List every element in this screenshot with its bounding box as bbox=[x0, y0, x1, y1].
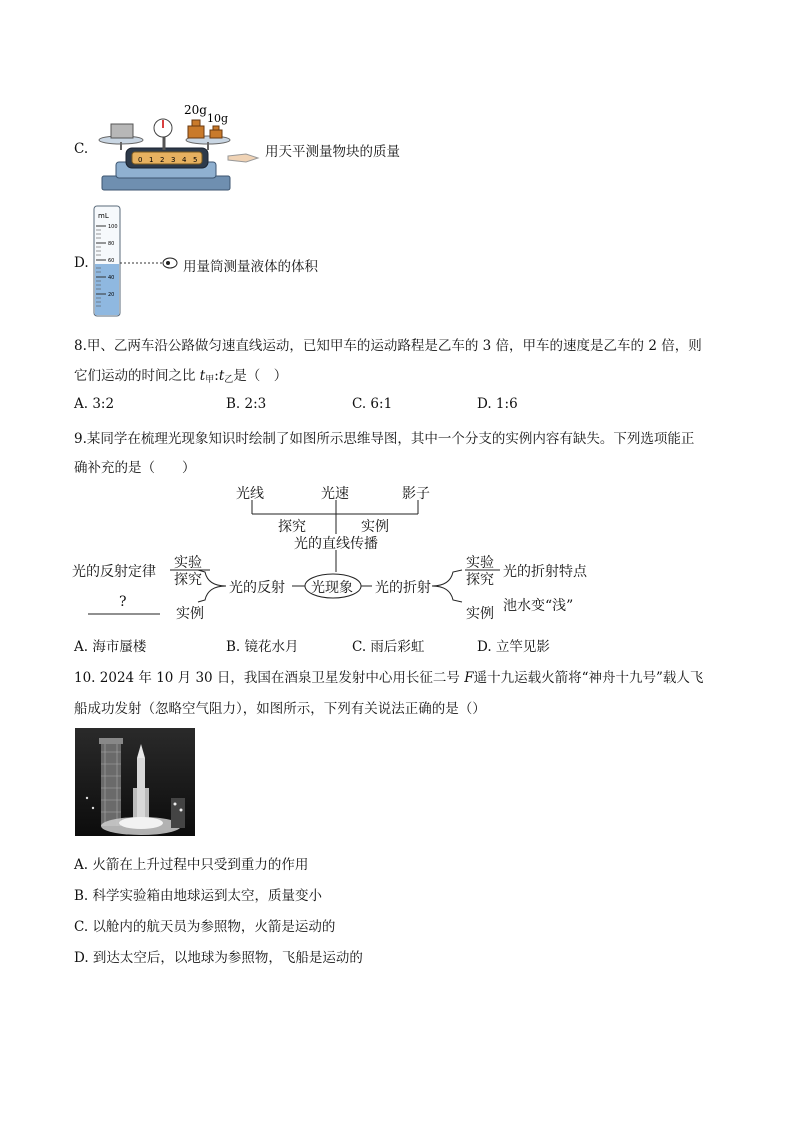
rocket-launch-photo bbox=[75, 728, 195, 836]
mindmap-right-shili: 实例 bbox=[466, 606, 494, 622]
q8-stem-text: 它们运动的时间之比 bbox=[74, 368, 200, 384]
cylinder-tick-label: 60 bbox=[108, 258, 115, 264]
mindmap-reflection: 光的反射 bbox=[229, 580, 285, 596]
mindmap-pool-shallow: 池水变“浅” bbox=[503, 598, 574, 614]
weight-label-20g: 20g bbox=[184, 103, 207, 117]
q10-stem-line2: 船成功发射（忽略空气阻力），如图所示，下列有关说法正确的是（） bbox=[74, 701, 486, 717]
q8-var-t: t bbox=[199, 368, 206, 384]
q9-option-d[interactable]: D. 立竿见影 bbox=[477, 639, 550, 655]
q10-option-c[interactable]: C. 以舱内的航天员为参照物，火箭是运动的 bbox=[74, 919, 336, 935]
q10-var-f: F bbox=[464, 670, 474, 686]
q8-sub-jia: 甲 bbox=[205, 375, 215, 385]
mindmap-refraction-feature: 光的折射特点 bbox=[503, 564, 587, 580]
cylinder-tick-label: 40 bbox=[108, 275, 115, 281]
balance-scale-mark: 3 bbox=[171, 156, 176, 164]
q10-stem-text: 10. 2024 年 10 月 30 日，我国在酒泉卫星发射中心用长征二号 bbox=[74, 670, 465, 686]
mindmap-right-shiyan: 实验 bbox=[466, 555, 494, 571]
balance-scale-mark: 4 bbox=[182, 156, 187, 164]
mindmap-label-tanjiu: 探究 bbox=[278, 519, 306, 535]
q10-option-a[interactable]: A. 火箭在上升过程中只受到重力的作用 bbox=[74, 857, 309, 873]
mindmap-center: 光现象 bbox=[311, 580, 353, 596]
q7-option-c-caption: 用天平测量物块的质量 bbox=[265, 144, 400, 160]
mindmap-left-shiyan: 实验 bbox=[174, 555, 202, 571]
q8-colon: : bbox=[214, 368, 219, 384]
q8-stem-line1: 8.甲、乙两车沿公路做匀速直线运动，已知甲车的运动路程是乙车的 3 倍，甲车的速度是乙车的 2 倍，则 bbox=[74, 338, 702, 354]
q10-stem-tail: 遥十九运载火箭将“神舟十九号”载人飞 bbox=[473, 670, 704, 686]
q8-sub-yi: 乙 bbox=[224, 375, 234, 385]
q10-stem-line1 bbox=[74, 666, 703, 686]
mindmap-refraction: 光的折射 bbox=[375, 580, 431, 596]
q8-var-t: t bbox=[218, 368, 225, 384]
cylinder-tick-label: 100 bbox=[108, 224, 118, 230]
q9-option-b[interactable]: B. 镜花水月 bbox=[226, 639, 299, 655]
q8-option-d[interactable]: D. 1:6 bbox=[477, 396, 518, 412]
q10-option-d[interactable]: D. 到达太空后，以地球为参照物，飞船是运动的 bbox=[74, 950, 363, 966]
q9-stem-line1: 9.某同学在梳理光现象知识时绘制了如图所示思维导图，其中一个分支的实例内容有缺失。下列选项能正 bbox=[74, 431, 695, 447]
balance-scale-mark: 0 bbox=[138, 156, 143, 164]
balance-scale-mark: 1 bbox=[149, 156, 154, 164]
mindmap-left-tanjiu: 探究 bbox=[174, 572, 202, 588]
q8-option-a[interactable]: A. 3:2 bbox=[74, 396, 115, 412]
mindmap-left-shili: 实例 bbox=[176, 606, 204, 622]
q7-option-c-label: C. bbox=[74, 141, 89, 157]
cylinder-tick-label: 80 bbox=[108, 241, 115, 247]
mindmap-label-shili: 实例 bbox=[361, 519, 389, 535]
q10-option-b[interactable]: B. 科学实验箱由地球运到太空，质量变小 bbox=[74, 888, 323, 904]
mindmap-top-light-speed: 光速 bbox=[321, 486, 349, 502]
q8-stem-tail: 是（ ） bbox=[233, 368, 288, 384]
cylinder-tick-label: 20 bbox=[108, 292, 115, 298]
q8-option-c[interactable]: C. 6:1 bbox=[352, 396, 393, 412]
mindmap-straight-propagation: 光的直线传播 bbox=[294, 536, 378, 552]
cylinder-unit: mL bbox=[98, 212, 109, 220]
mindmap-missing: ? bbox=[119, 594, 127, 610]
balance-scale-mark: 5 bbox=[193, 156, 198, 164]
q9-option-a[interactable]: A. 海市蜃楼 bbox=[74, 639, 147, 655]
balance-scale-mark: 2 bbox=[160, 156, 165, 164]
mindmap-right-tanjiu: 探究 bbox=[466, 572, 494, 588]
mindmap-reflection-law: 光的反射定律 bbox=[72, 564, 156, 580]
q9-option-c[interactable]: C. 雨后彩虹 bbox=[352, 639, 425, 655]
q7-option-d-label: D. bbox=[74, 255, 89, 271]
q7-option-d-caption: 用量筒测量液体的体积 bbox=[183, 259, 318, 275]
mindmap-top-shadow: 影子 bbox=[402, 486, 430, 502]
mindmap-top-light-ray: 光线 bbox=[236, 486, 264, 502]
q9-stem-line2: 确补充的是（ ） bbox=[74, 460, 196, 476]
weight-label-10g: 10g bbox=[207, 112, 229, 125]
q8-option-b[interactable]: B. 2:3 bbox=[226, 396, 267, 412]
